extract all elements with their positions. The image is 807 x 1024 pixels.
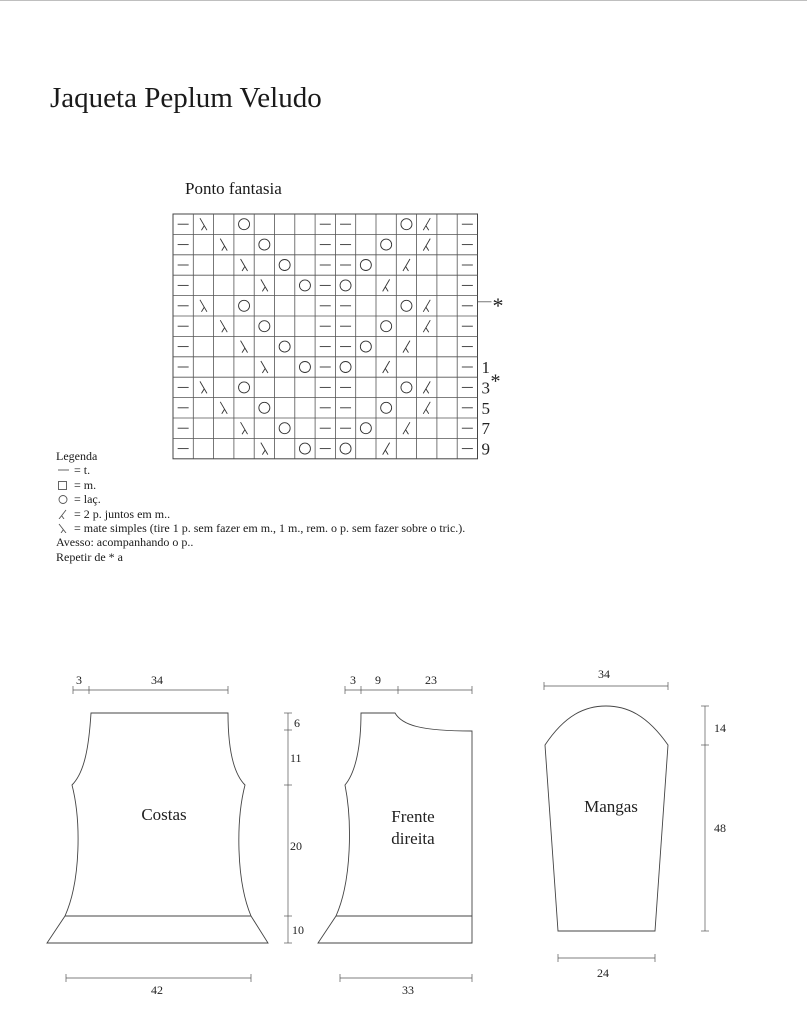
frente-label: Frente: [391, 807, 435, 826]
costas-dim-side: 6: [294, 716, 300, 730]
frente-dim-top: 3: [350, 673, 356, 687]
k2tog-stitch: [423, 218, 430, 230]
skp-stitch: [200, 218, 207, 230]
yarn-over-stitch: [401, 300, 412, 311]
yarn-over-stitch: [340, 280, 351, 291]
yarn-over-stitch: [381, 402, 392, 413]
yarn-over-stitch: [259, 321, 270, 332]
yarn-over-stitch: [279, 423, 290, 434]
legend-text: = t.: [74, 463, 91, 478]
costas-label: Costas: [141, 805, 187, 824]
legend-heading: Legenda: [56, 449, 98, 463]
legend-item-purl: [56, 463, 465, 477]
chart-title: Ponto fantasia: [185, 179, 282, 198]
legend-note: Avesso: acompanhando o p..: [56, 535, 194, 550]
chart-row-number: 1: [481, 358, 490, 377]
k2tog-stitch: [423, 300, 430, 312]
k2tog-stitch: [423, 381, 430, 393]
mangas-dim-side: 48: [714, 821, 726, 835]
legend-text: = m.: [74, 477, 97, 492]
costas-dim-side: 11: [290, 751, 302, 765]
frente-dim-top: 23: [425, 673, 437, 687]
skp-stitch: [261, 279, 268, 291]
chart-row-number: 3: [481, 378, 490, 398]
legend: [56, 449, 465, 564]
costas-dim-bottom: 42: [151, 983, 163, 997]
yarn-over-stitch: [381, 239, 392, 250]
chart-row-number: 9: [481, 439, 490, 459]
frente-dim-top: 9: [375, 673, 381, 687]
skp-symbol-icon: [56, 523, 71, 533]
chart-row-number: 5: [481, 398, 490, 418]
yarn-over-stitch: [279, 341, 290, 352]
yarn-over-stitch: [401, 382, 412, 393]
page-title: Jaqueta Peplum Veludo: [50, 82, 322, 114]
yarn-over-stitch: [299, 280, 310, 291]
chart-row-number: 7: [481, 419, 490, 439]
yarn-over-stitch: [360, 423, 371, 434]
mangas-label: Mangas: [584, 797, 638, 816]
skp-stitch: [220, 402, 227, 414]
skp-stitch: [241, 422, 248, 434]
yarn-over-stitch: [279, 260, 290, 271]
yarn-over-stitch: [259, 402, 270, 413]
schematic-diagrams: [0, 640, 807, 1024]
yarn-over-stitch: [239, 382, 250, 393]
legend-text: = mate simples (tire 1 p. sem fazer em m., 1 m., rem. o p. sem fazer sobre o tric.).: [74, 520, 466, 535]
mangas-dim-bottom: 24: [597, 966, 609, 980]
skp-stitch: [220, 320, 227, 332]
k2tog-stitch: [423, 402, 430, 414]
costas-dim-side: 10: [292, 923, 304, 937]
yarn-over-stitch: [299, 362, 310, 373]
k2tog-stitch: [423, 239, 430, 251]
costas-outline: [47, 713, 268, 943]
yarn-over-stitch: [239, 300, 250, 311]
repeat-marker-bottom: *: [490, 370, 501, 393]
yarn-over-symbol-icon: [56, 494, 71, 504]
legend-item-knit: [56, 478, 465, 492]
k2tog-stitch: [403, 422, 410, 434]
legend-note: Repetir de * a: [56, 549, 123, 564]
legend-text: = laç.: [74, 492, 101, 507]
yarn-over-stitch: [381, 321, 392, 332]
yarn-over-stitch: [259, 239, 270, 250]
k2tog-stitch: [423, 320, 430, 332]
k2tog-symbol-icon: [56, 509, 71, 519]
k2tog-stitch: [383, 361, 390, 373]
knit-symbol-icon: [56, 480, 71, 490]
frente-dim-bottom: 33: [402, 983, 414, 997]
costas-dim-top-width: 34: [151, 673, 163, 687]
yarn-over-stitch: [340, 362, 351, 373]
legend-item-yarn-over: [56, 492, 465, 506]
yarn-over-stitch: [401, 219, 412, 230]
frente-label: direita: [391, 829, 435, 848]
costas-dim-side: 20: [290, 839, 302, 853]
skp-stitch: [261, 361, 268, 373]
k2tog-stitch: [403, 259, 410, 271]
legend-item-k2tog: [56, 507, 465, 521]
skp-stitch: [241, 259, 248, 271]
costas-dim-top-shoulder: 3: [76, 673, 82, 687]
stitch-chart: [0, 0, 807, 470]
skp-stitch: [200, 381, 207, 393]
k2tog-stitch: [383, 279, 390, 291]
k2tog-stitch: [403, 341, 410, 353]
frente-outline: [318, 713, 472, 943]
legend-text: = 2 p. juntos em m..: [74, 506, 171, 521]
skp-stitch: [220, 239, 227, 251]
skp-stitch: [241, 341, 248, 353]
purl-symbol-icon: [56, 465, 71, 475]
mangas-dim-side: 14: [714, 721, 726, 735]
skp-stitch: [200, 300, 207, 312]
repeat-marker-top: *: [492, 292, 504, 318]
legend-item-skp: [56, 521, 465, 535]
mangas-dim-top: 34: [598, 667, 610, 681]
yarn-over-stitch: [360, 260, 371, 271]
yarn-over-stitch: [360, 341, 371, 352]
yarn-over-stitch: [239, 219, 250, 230]
mangas-outline: [545, 706, 668, 931]
